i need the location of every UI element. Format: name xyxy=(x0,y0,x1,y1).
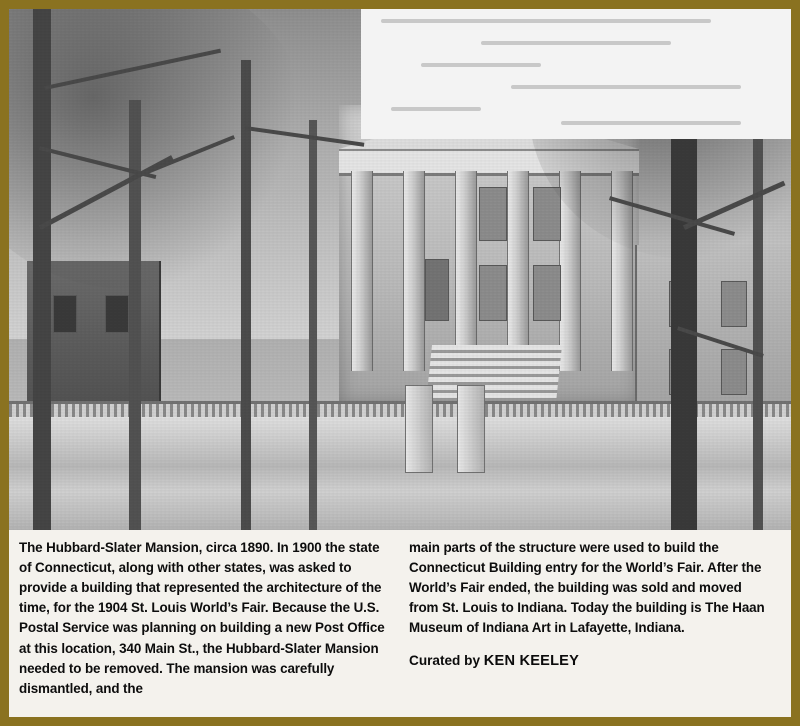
curator-name: KEN KEELEY xyxy=(483,652,580,669)
caption-block xyxy=(9,530,791,717)
caption-column-right xyxy=(409,538,771,717)
caption-paragraph-left: The Hubbard-Slater Mansion, circa 1890. In 1900 the state of Connecticut, along with other states, was asked to provide a building that represented the architecture of the time, for the 1904 St. Louis World’s Fair. Because the U.S. Postal Service was planning on building a new Post Office at this location, 340 Main St., the Hubbard-Slater Mansion needed to be removed. The mansion was carefully dismantled, and the xyxy=(19,540,385,696)
hubbard-slater-mansion-photo xyxy=(9,9,791,530)
background-newsprint-text xyxy=(361,9,791,139)
caption-column-left xyxy=(19,538,391,717)
caption-paragraph-right: main parts of the structure were used to build the Connecticut Building entry for the World’s Fair. After the World’s Fair ended, the building was sold and moved from St. Louis to Indiana. Today the building is The Haan Museum of Indiana Art in Lafayette, Indiana. xyxy=(409,540,765,636)
curated-by-label: Curated by xyxy=(409,652,481,668)
clipping-body xyxy=(9,9,791,717)
curated-by-line xyxy=(409,653,771,669)
